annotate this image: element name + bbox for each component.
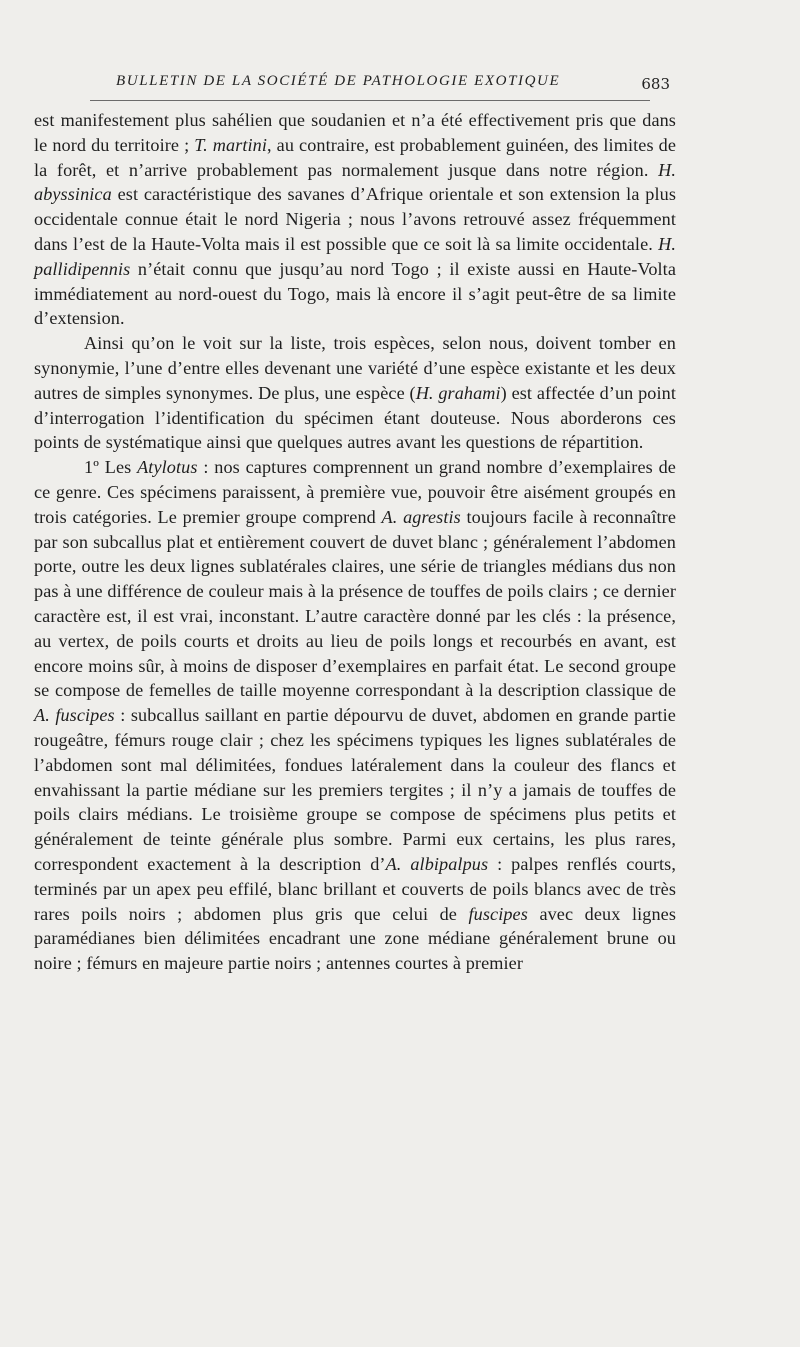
paragraph-3: 1º Les Atylotus : nos captures comprennent un grand nombre d’exemplaires de ce genre. Ces spécimens paraissent, à première vue, pouvoir être aisément groupés en trois catégories. Le premier groupe comprend A. agrestis toujours facile à reconnaître par son subcallus plat et entièrement couvert de duvet blanc ; généralement l’abdomen porte, outre les deux lignes sublatérales claires, une série de triangles médians dus non pas à une différence de couleur mais à la présence de touffes de poils clairs ; ce dernier caractère est, il est vrai, inconstant. L’autre caractère donné par les clés : la présence, au vertex, de poils courts et droits au lieu de poils longs et recourbés en avant, est encore moins sûr, à moins de disposer d’exemplaires en parfait état. Le second groupe se compose de femelles de taille moyenne correspondant à la description classique de A. fuscipes : subcallus saillant en partie dépourvu de duvet, abdomen en grande partie rougeâtre, fémurs rouge clair ; chez les spécimens typiques les lignes sublatérales de l’abdomen sont mal délimitées, fondues latéralement dans la couleur des flancs et envahissant la partie médiane sur les premiers tergites ; il n’y a jamais de touffes de poils clairs médians. Le troisième groupe se compose de spécimens plus petits et généralement de teinte générale plus sombre. Parmi eux certains, les plus rares, correspondent exactement à la description d’A. albipalpus : palpes renflés courts, terminés par un apex peu effilé, blanc brillant et couverts de poils blancs avec de très rares poils noirs ; abdomen plus gris que celui de fuscipes avec deux lignes paramédianes bien délimitées encadrant une zone médiane généralement brune ou noire ; fémurs en majeure partie noirs ; antennes courtes à premier — [34, 457, 676, 974]
header-rule — [90, 100, 650, 101]
running-header — [92, 73, 670, 99]
page-number: 683 — [641, 75, 670, 93]
journal-title: BULLETIN DE LA SOCIÉTÉ DE PATHOLOGIE EXOTIQUE — [116, 73, 561, 89]
body-text — [34, 108, 676, 976]
paragraph-1: est manifestement plus sahélien que soudanien et n’a été effectivement pris que dans le nord du territoire ; T. martini, au contraire, est probablement guinéen, des limites de la forêt, et n’arrive probablement pas normalement jusque dans notre région. H. abyssinica est caractéristique des savanes d’Afrique orientale et son extension la plus occidentale connue était le nord Nigeria ; nous l’avons retrouvé assez fréquemment dans l’est de la Haute-Volta mais il est possible que ce soit là sa limite occidentale. H. pallidipennis n’était connu que jusqu’au nord Togo ; il existe aussi en Haute-Volta immédiatement au nord-ouest du Togo, mais là encore il s’agit peut-être de sa limite d’extension. — [34, 110, 676, 329]
paragraph-2: Ainsi qu’on le voit sur la liste, trois espèces, selon nous, doivent tomber en synonymie, l’une d’entre elles devenant une variété d’une espèce existante et les deux autres de simples synonymes. De plus, une espèce (H. grahami) est affectée d’un point d’interrogation l’identification du spécimen étant douteuse. Nous aborderons ces points de systématique ainsi que quelques autres avant les questions de répartition. — [34, 333, 676, 453]
